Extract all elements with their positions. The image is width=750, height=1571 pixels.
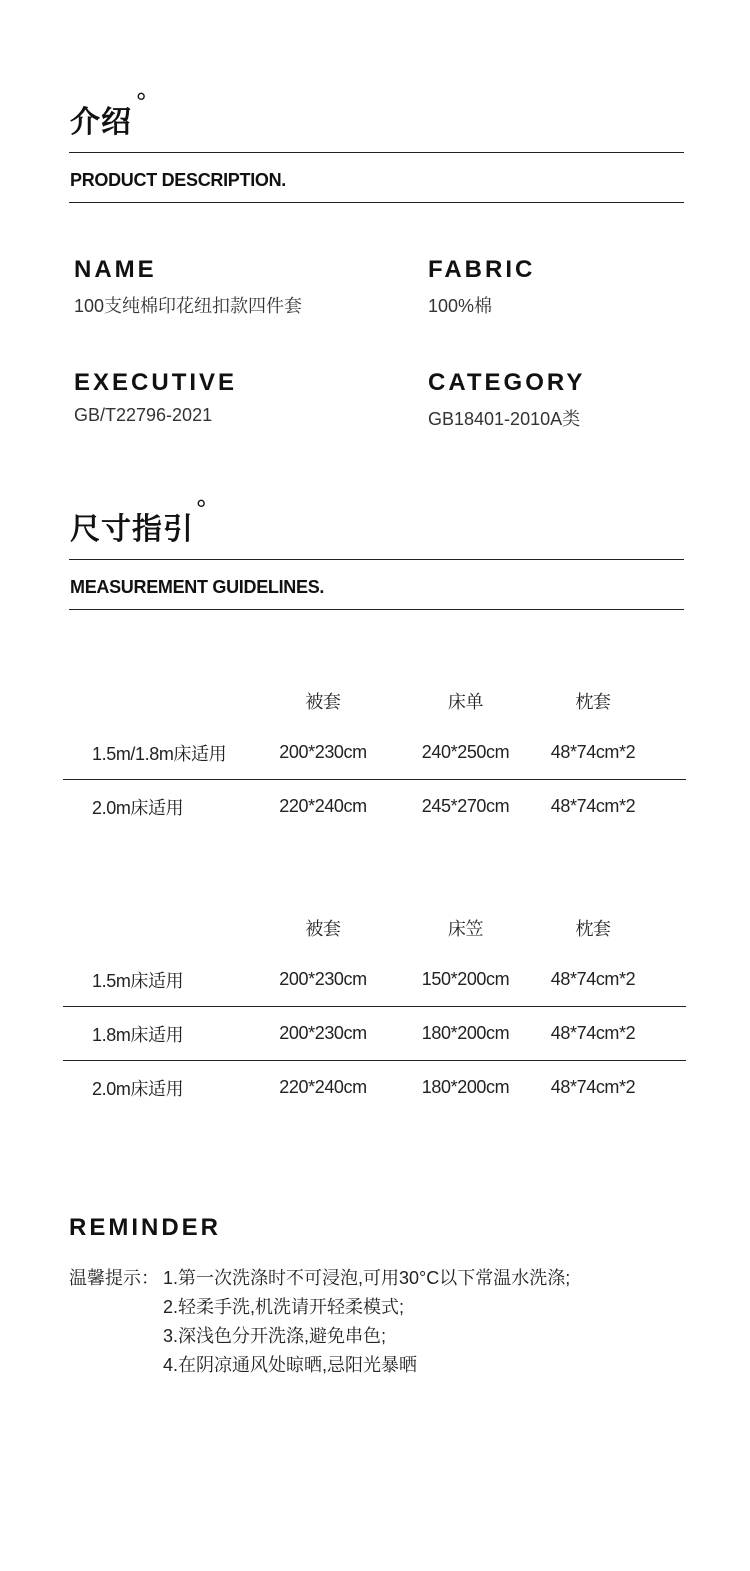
fabric-value: 100%棉 bbox=[428, 296, 493, 316]
table-header-cell: 枕套 bbox=[575, 692, 611, 712]
table-cell: 150*200cm bbox=[421, 969, 510, 989]
table-cell: 200*230cm bbox=[279, 742, 367, 762]
table-cell: 1.5m床适用 bbox=[92, 970, 184, 991]
table-header-row bbox=[63, 676, 686, 726]
size-title: 尺寸指引 bbox=[70, 513, 194, 546]
size-subtitle: MEASUREMENT GUIDELINES. bbox=[70, 577, 325, 597]
table-row bbox=[63, 1006, 686, 1060]
size-divider-bottom bbox=[69, 609, 684, 610]
table-cell: 200*230cm bbox=[279, 969, 367, 989]
table-cell: 1.5m/1.8m床适用 bbox=[92, 743, 227, 764]
size-divider-top bbox=[69, 559, 684, 560]
size-heading bbox=[70, 494, 208, 548]
intro-divider-top bbox=[69, 152, 684, 153]
table-cell: 245*270cm bbox=[421, 796, 510, 816]
category-value: GB18401-2010A类 bbox=[428, 409, 581, 429]
reminder-line: 4.在阴凉通风处晾晒,忌阳光暴晒 bbox=[163, 1355, 418, 1375]
intro-title: 介绍 bbox=[70, 106, 132, 139]
table-header-cell: 床笠 bbox=[447, 919, 484, 939]
reminder-label: 温馨提示： bbox=[69, 1268, 159, 1288]
executive-value: GB/T22796-2021 bbox=[74, 405, 213, 425]
table-row bbox=[63, 953, 686, 1006]
table-cell: 220*240cm bbox=[279, 796, 367, 816]
table-cell: 180*200cm bbox=[421, 1023, 510, 1043]
size-degree-mark: ° bbox=[196, 494, 208, 524]
table-header-cell: 被套 bbox=[305, 919, 341, 939]
name-label: NAME bbox=[74, 256, 157, 283]
table-cell: 48*74cm*2 bbox=[550, 969, 636, 989]
category-label: CATEGORY bbox=[428, 369, 586, 396]
intro-divider-bottom bbox=[69, 202, 684, 203]
executive-label: EXECUTIVE bbox=[74, 369, 238, 396]
reminder-title: REMINDER bbox=[69, 1214, 222, 1241]
intro-degree-mark: ° bbox=[136, 87, 148, 117]
table-row bbox=[63, 1060, 686, 1114]
table-cell: 48*74cm*2 bbox=[550, 1023, 636, 1043]
table-cell: 48*74cm*2 bbox=[550, 1077, 636, 1097]
reminder-line: 1.第一次洗涤时不可浸泡,可用30°C以下常温水洗涤; bbox=[163, 1268, 571, 1288]
size-table-1 bbox=[63, 676, 686, 833]
intro-heading bbox=[70, 87, 148, 141]
table-cell: 200*230cm bbox=[279, 1023, 367, 1043]
table-cell: 2.0m床适用 bbox=[92, 797, 184, 818]
table-header-cell: 床单 bbox=[447, 692, 484, 712]
intro-subtitle: PRODUCT DESCRIPTION. bbox=[70, 170, 287, 190]
table-cell: 180*200cm bbox=[421, 1077, 510, 1097]
table-row bbox=[63, 726, 686, 779]
table-cell: 220*240cm bbox=[279, 1077, 367, 1097]
table-header-cell: 被套 bbox=[305, 692, 341, 712]
table-cell: 240*250cm bbox=[421, 742, 510, 762]
table-cell: 48*74cm*2 bbox=[550, 742, 636, 762]
reminder-line: 2.轻柔手洗,机洗请开轻柔模式; bbox=[163, 1297, 405, 1317]
fabric-label: FABRIC bbox=[428, 256, 536, 283]
table-cell: 1.8m床适用 bbox=[92, 1024, 184, 1045]
table-header-cell: 枕套 bbox=[575, 919, 611, 939]
table-row bbox=[63, 779, 686, 833]
size-table-2 bbox=[63, 903, 686, 1114]
reminder-line: 3.深浅色分开洗涤,避免串色; bbox=[163, 1326, 387, 1346]
table-cell: 2.0m床适用 bbox=[92, 1078, 184, 1099]
table-header-row bbox=[63, 903, 686, 953]
table-cell: 48*74cm*2 bbox=[550, 796, 636, 816]
name-value: 100支纯棉印花纽扣款四件套 bbox=[74, 296, 303, 316]
